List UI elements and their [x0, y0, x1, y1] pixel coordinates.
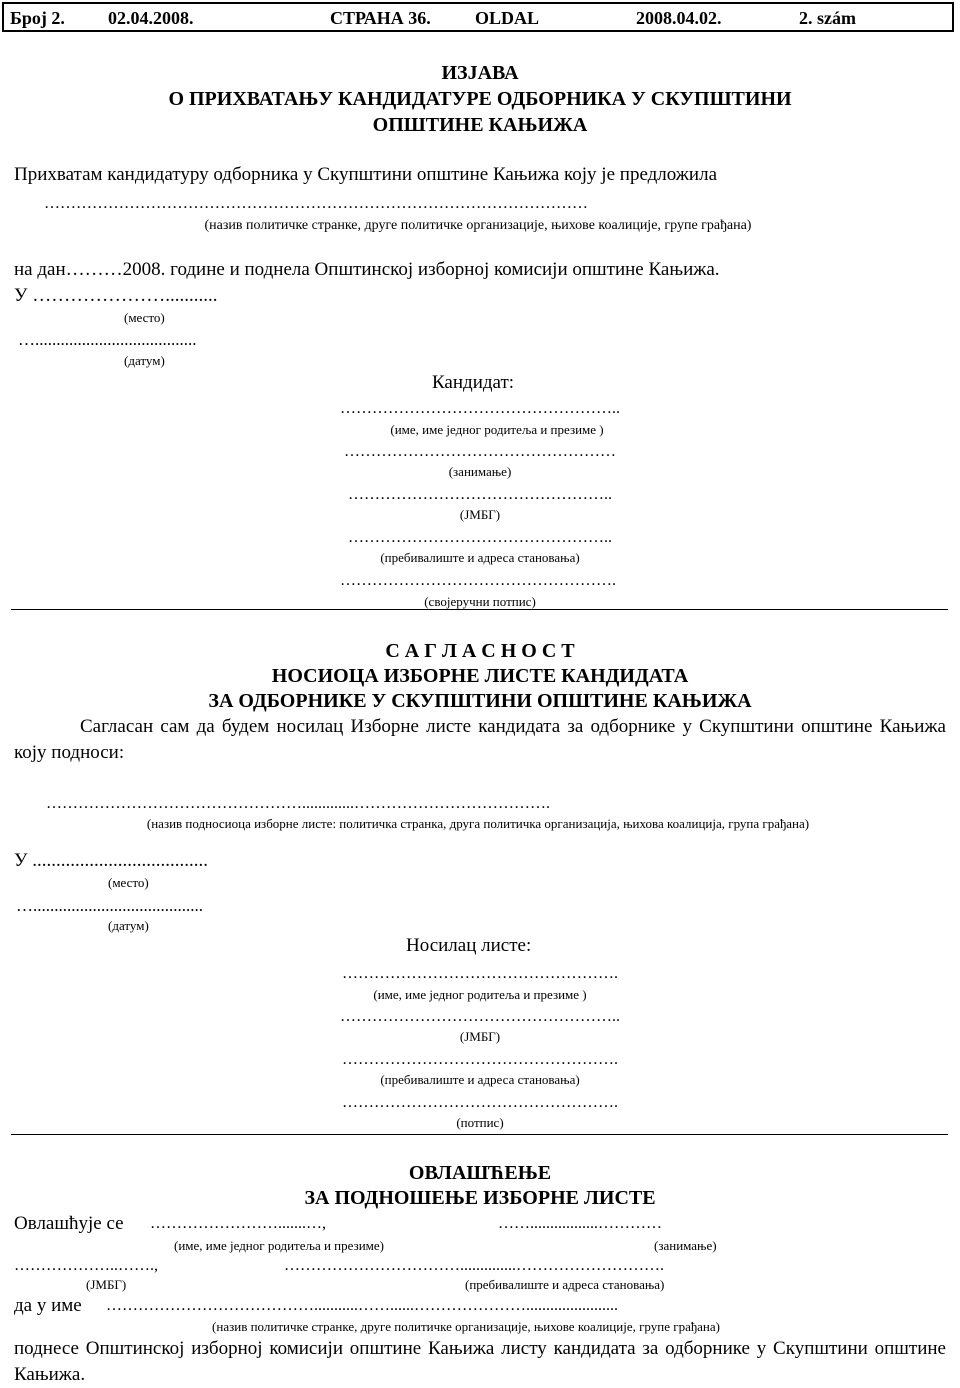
page-header	[2, 2, 954, 32]
section-divider-2	[11, 1134, 948, 1135]
candidate-signature-caption: (својеручни потпис)	[424, 594, 536, 609]
candidate-jmbg-caption: (ЈМБГ)	[459, 507, 501, 522]
izjava-date-line: …......................................	[18, 330, 197, 349]
authorized-occupation-caption: (занимање)	[654, 1238, 717, 1253]
authorized-occupation-dots: …….................…………	[498, 1215, 662, 1232]
on-behalf-caption: (назив политичке странке, друге политичке организације, њихове коалиције, групе грађана)	[212, 1319, 720, 1334]
holder-address-caption: (пребивалиште и адреса становања)	[380, 1072, 580, 1087]
holder-signature-caption: (потпис)	[456, 1115, 504, 1130]
saglasnost-title-line-2: НОСИОЦА ИЗБОРНЕ ЛИСТЕ КАНДИДАТА	[271, 665, 689, 687]
saglasnost-place-caption: (место)	[108, 875, 149, 890]
izjava-place-line: У …………………...........	[14, 285, 218, 306]
nominator-dots: ………………………………………….............……………………………….	[46, 795, 550, 812]
izjava-title-line-2: О ПРИХВАТАЊУ КАНДИДАТУРЕ ОДБОРНИКА У СКУПШТИНИ	[168, 88, 792, 110]
holder-name-dots: …………………………………………….	[342, 965, 618, 982]
saglasnost-paragraph: Сагласан сам да будем носилац Изборне листе кандидата за одборнике у Скупштини општине Кањижа коју подноси:	[14, 716, 946, 763]
authorized-name-dots: …………………….......…,	[150, 1215, 326, 1232]
authorized-address-dots: ……………………………..............……………………….	[284, 1257, 664, 1274]
holder-jmbg-caption: (ЈМБГ)	[459, 1029, 501, 1044]
holder-label: Носилац листе:	[406, 935, 532, 956]
saglasnost-title: С А Г Л А С Н О С Т	[385, 640, 575, 662]
candidate-occupation-dots: ……………………………………………	[344, 443, 616, 460]
candidate-address-caption: (пребивалиште и адреса становања)	[380, 550, 580, 565]
on-behalf-dots: …………………………………...........……......………………….......................	[106, 1297, 618, 1314]
header-page-sr: СТРАНА 36.	[330, 8, 431, 28]
candidate-signature-dots: …………………………………………….	[340, 572, 616, 589]
candidate-address-dots: …………………………………………..	[348, 529, 612, 546]
saglasnost-title-line-3: ЗА ОДБОРНИКЕ У СКУПШТИНИ ОПШТИНЕ КАЊИЖА	[208, 690, 752, 712]
authorized-address-caption: (пребивалиште и адреса становања)	[465, 1277, 665, 1292]
holder-jmbg-dots: ……………………………………………..	[340, 1008, 620, 1025]
saglasnost-date-line: …........................................	[16, 896, 203, 915]
izjava-paragraph-2: на дан………2008. године и поднела Општинској изборној комисији општине Кањижа.	[14, 259, 720, 280]
izjava-title-line-3: ОПШТИНЕ КАЊИЖА	[372, 114, 588, 136]
holder-name-caption: (име, име једног родитеља и презиме )	[373, 987, 587, 1002]
header-date-hu: 2008.04.02.	[636, 8, 722, 28]
izjava-party-caption: (назив политичке странке, друге политичке организације, њихове коалиције, групе грађана)	[204, 218, 752, 233]
holder-address-dots: …………………………………………….	[342, 1051, 618, 1068]
izjava-title: ИЗЈАВА	[441, 62, 519, 84]
candidate-name-dots: ……………………………………………..	[340, 400, 620, 417]
ovlascenje-closing-paragraph: поднесе Општинској изборној комисији општине Кањижа листу кандидата за одборнике у Скупштини општине Кањижа.	[14, 1338, 946, 1385]
candidate-label: Кандидат:	[432, 372, 515, 393]
izjava-date-caption: (датум)	[124, 353, 165, 368]
authorize-label: Овлашћује се	[14, 1213, 124, 1234]
ovlascenje-title: ОВЛАШЋЕЊЕ	[408, 1162, 552, 1184]
authorized-name-caption: (име, име једног родитеља и презиме)	[174, 1238, 384, 1253]
izjava-place-caption: (место)	[124, 310, 165, 325]
header-date-sr: 02.04.2008.	[108, 8, 194, 28]
izjava-party-dots: …………………………………………………………………………………………	[44, 195, 588, 212]
holder-signature-dots: …………………………………………….	[342, 1094, 618, 1111]
candidate-name-caption: (име, име једног родитеља и презиме )	[390, 422, 604, 437]
on-behalf-label: да у име	[14, 1295, 82, 1316]
ovlascenje-title-line-2: ЗА ПОДНОШЕЊЕ ИЗБОРНЕ ЛИСТЕ	[304, 1187, 656, 1209]
header-page-hu: OLDAL	[475, 8, 540, 28]
section-divider-1	[11, 609, 948, 610]
issue-number-hu: 2. szám	[799, 8, 856, 28]
saglasnost-place-line: У .....................................	[14, 850, 208, 871]
candidate-occupation-caption: (занимање)	[448, 464, 512, 479]
candidate-jmbg-dots: …………………………………………..	[348, 486, 612, 503]
izjava-paragraph-1: Прихватам кандидатуру одборника у Скупштини општине Кањижа коју је предложила	[14, 164, 718, 185]
nominator-caption: (назив подносиоца изборне листе: политичка странка, друга политичка организација, њихова коалиција, група грађана)	[146, 816, 810, 831]
issue-number: Број 2.	[10, 8, 65, 28]
authorized-jmbg-dots: ………………..…….,	[14, 1257, 158, 1274]
authorized-jmbg-caption: (ЈМБГ)	[86, 1277, 127, 1292]
saglasnost-date-caption: (датум)	[108, 918, 149, 933]
